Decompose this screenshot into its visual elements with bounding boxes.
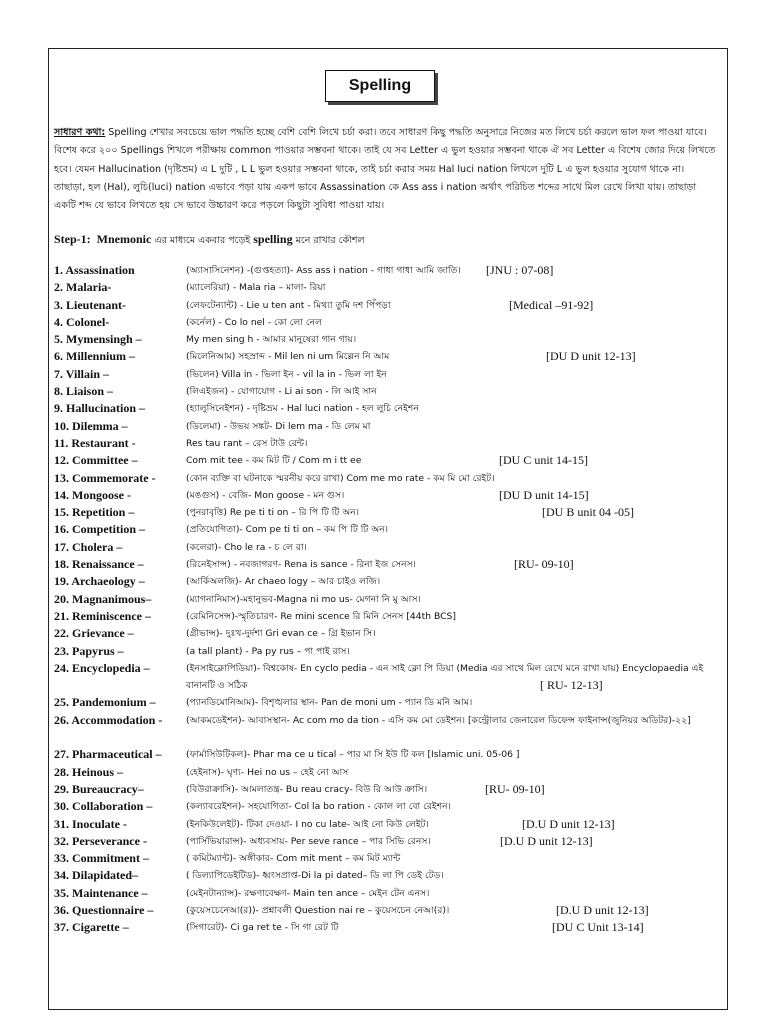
entry-term: 24. Encyclopedia – [54, 660, 150, 675]
list-item [54, 608, 720, 625]
entry-term: 21. Reminiscence – [54, 608, 151, 623]
entry-description: (মেইনটান্যান্স)- রক্ষণাবেক্ষণ- Main ten ance – মেইন টেন এনস। [186, 887, 430, 899]
entry-description: (ম্যালেরিয়া) - Mala ria – মালা- রিয়া [186, 282, 326, 294]
entry-description: (লেফটেন্যান্ট) - Lie u ten ant - মিথ্যা তুমি দশ পিঁপড়া [186, 299, 391, 311]
list-item [54, 452, 720, 469]
entry-term: 10. Dilemma – [54, 418, 128, 433]
list-item [54, 746, 720, 763]
list-item [54, 919, 720, 936]
entry-description: (ভিলেন) Villa in - ভিলা ইন - vil la in - ভিল লা ইন [186, 368, 387, 380]
entry-description: (ম্যাগনানিমাস)-মহানুভব-Magna ni mo us- মেগনা নি মু আস। [186, 593, 421, 605]
entry-reference: [ RU- 12-13] [540, 678, 603, 693]
entry-term: 27. Pharmaceutical – [54, 747, 162, 762]
list-item [54, 435, 720, 452]
entry-reference: [DU B unit 04 -05] [542, 505, 634, 520]
list-item [54, 902, 720, 919]
list-item [54, 262, 720, 279]
entry-description: (গ্রীভান্স)- দুঃখ-দুর্দশা Gri evan ce – গ্রি ইভান সি। [186, 628, 376, 640]
entry-term: 26. Accommodation - [54, 712, 163, 727]
entry-description: (বিউরাক্রাসি)- আমলাতন্ত্র- Bu reau cracy- বিউ রি আউ ক্রাসি। [186, 783, 428, 795]
list-item [54, 798, 720, 815]
entry-term: 11. Restaurant - [54, 435, 136, 450]
list-item [54, 625, 720, 642]
step-text-1: এর মাধ্যমে একবার পড়েই [151, 235, 254, 246]
list-item [54, 383, 720, 400]
list-item [54, 781, 720, 798]
list-item [54, 712, 720, 747]
list-item [54, 694, 720, 711]
entry-term: 18. Renaissance – [54, 557, 144, 572]
entry-term: 16. Competition – [54, 522, 145, 537]
entry-term: 37. Cigarette – [54, 920, 129, 935]
list-item [54, 487, 720, 504]
entry-description: (প্যানডিমোনিআম)- বিশৃঙ্খলার স্থান- Pan de moni um - প্যান ডি মনি আম। [186, 697, 473, 709]
entry-term: 20. Magnanimous– [54, 591, 152, 606]
entry-term: 12. Committee – [54, 453, 138, 468]
entry-description: ( কমিটম্যান্ট)- অঙ্গীকার- Com mit ment – কম মিট ম্যান্ট [186, 853, 401, 865]
entry-term: 17. Cholera – [54, 539, 123, 554]
step-text-2: মনে রাখার কৌশল [292, 235, 365, 246]
entry-description: (লিএইজন) - যোগাযোগ - Li ai son - লি আই সান [186, 386, 377, 398]
entry-description: (মঙগুস) - বেজি- Mon goose - মন গুস। [186, 489, 345, 501]
list-item [54, 643, 720, 660]
list-item [54, 418, 720, 435]
entry-description: Com mit tee - কম মিট টি / Com m i tt ee [186, 455, 362, 467]
intro-lead: সাধারণ কথা: [54, 127, 106, 138]
entry-description: (পুনরাবৃত্তি) Re pe ti ti on – রি পি টি টি অন। [186, 507, 360, 519]
entry-term: 34. Dilapidated– [54, 868, 139, 883]
entry-term: 35. Maintenance – [54, 885, 148, 900]
entry-term: 8. Liaison – [54, 384, 114, 399]
entry-description: (a tall plant) - Pa py rus – পা পাই রাস। [186, 645, 350, 657]
step-mnemonic: Mnemonic [96, 232, 152, 246]
entry-description: (সিগারেট)- Ci ga ret te - সি গা রেট টি [186, 922, 339, 934]
entry-description: (অ্যাসাসিনেশন) -(গুপ্তহত্যা)- Ass ass i nation - গাধা গাধা আমি জাতি। [186, 265, 461, 276]
list-item [54, 279, 720, 296]
entry-description: (মিলেনিআম) সহস্রাব্দ - Mil len ni um মিল্লেন নি আম [186, 351, 390, 363]
entry-reference: [RU- 09-10] [485, 781, 545, 796]
entry-description: (ডিলেমা) - উভয় সঙ্কট- Di lem ma - ডি লেম মা [186, 420, 371, 432]
entry-term: 32. Perseverance - [54, 833, 147, 848]
entry-term: 2. Malaria- [54, 280, 112, 295]
list-item [54, 764, 720, 781]
list-item [54, 816, 720, 833]
list-item [54, 366, 720, 383]
entry-term: 15. Repetition – [54, 505, 135, 520]
list-item [54, 348, 720, 365]
entry-description: (আকমডেইশন)- আবাসস্থান- Ac com mo da tion - এসি কম মো ডেইশন। [কন্ট্রোলার জেনারেল ডিফেন্স ফাইনান্স(জুনিয়র অডিটর)-২২] [186, 714, 691, 726]
entry-term: 5. Mymensingh – [54, 332, 142, 347]
list-item [54, 556, 720, 573]
entry-description: (আর্কিঅলজি)- Ar chaeo logy – আর চাইও লজি। [186, 576, 381, 588]
entry-term: 25. Pandemonium – [54, 695, 156, 710]
list-item [54, 850, 720, 867]
entry-term: 1. Assassination [54, 263, 135, 277]
entry-description: (প্রতিযোগিতা)- Com pe ti ti on – কম পি টি টি অন। [186, 524, 389, 536]
entry-term: 6. Millennium – [54, 349, 136, 364]
list-item [54, 867, 720, 884]
step-label: Step-1: [54, 232, 91, 246]
list-item [54, 314, 720, 331]
entry-description: My men sing h - আমার মানুষেরা গান গায়। [186, 334, 357, 346]
entry-term: 23. Papyrus – [54, 643, 124, 658]
entry-description: ( ডিল্যাপিডেইটিড)- ধ্বংসপ্রাপ্ত-Di la pi dated– ডি লা পি ডেই টেড। [186, 870, 444, 882]
entry-reference: [JNU : 07-08] [486, 263, 554, 277]
entry-description: (ফার্মাসিউটিকল)- Phar ma ce u tical – পার মা সি ইউ টি কল [Islamic uni. 05-06 ] [186, 749, 520, 761]
entry-term: 4. Colonel- [54, 314, 110, 329]
entry-description: (কল্যাবরেইশন)- সহযোগিতা- Col la bo ration - কোল লা বো রেইশন। [186, 801, 451, 813]
entry-reference: [RU- 09-10] [514, 557, 574, 572]
entry-description: (রেমিনিসেন্স)-স্মৃতিচারণ- Re mini scence রি মিনি সেনস [44th BCS] [186, 610, 456, 622]
list-item [54, 331, 720, 348]
entry-description: (ইনসাইক্লোপিডিয়া)- বিশ্বকোষ- En cyclo pedia - এন সাই ক্লো পি ডিয়া (Media এর সাথে মিল রেখে মনে রাখা যায়) Encyclopaedia এই বানানটি ও সঠিক [186, 662, 704, 692]
spelling-list [54, 262, 720, 937]
entry-reference: [D.U D unit 12-13] [522, 816, 615, 831]
entry-term: 30. Collaboration – [54, 799, 153, 814]
entry-term: 9. Hallucination – [54, 401, 146, 416]
entry-reference: [D.U D unit 12-13] [500, 833, 593, 848]
list-item [54, 504, 720, 521]
entry-description: (কোন ব্যক্তি বা ঘটনাকে স্মরনীয় করে রাখা) Com me mo rate - কম মি মো রেইট। [186, 472, 495, 484]
entry-term: 19. Archaeology – [54, 574, 145, 589]
entry-term: 14. Mongoose - [54, 487, 131, 502]
entry-description: (হেইনাস)- ঘৃণ্য- Hei no us – হেই নো আস [186, 766, 349, 778]
entry-term: 33. Commitment – [54, 851, 149, 866]
entry-term: 22. Grievance – [54, 626, 134, 641]
entry-term: 7. Villain – [54, 366, 110, 381]
entry-reference: [DU D unit 12-13] [546, 349, 636, 364]
entry-description: Res tau rant – রেস টাউ রেন্ট। [186, 437, 308, 449]
step-heading [54, 232, 716, 249]
entry-reference: [DU C unit 14-15] [499, 453, 588, 468]
entry-description: (কলেরা)- Cho le ra - চ লে রা। [186, 541, 307, 553]
list-item [54, 660, 720, 695]
list-item [54, 591, 720, 608]
entry-term: 13. Commemorate - [54, 470, 156, 485]
entry-description: (পার্সিভিয়ারান্স)- অধ্যবসায়- Per seve rance – পার সিভি রেনস। [186, 835, 431, 847]
list-item [54, 297, 720, 314]
entry-description: (রিনেইসান্স) - নবজাগরণ- Rena is sance - রিনা ইজ সেনস। [186, 559, 416, 571]
list-item [54, 521, 720, 538]
entry-reference: [DU C Unit 13-14] [552, 920, 644, 935]
list-item [54, 573, 720, 590]
intro-paragraph [54, 124, 716, 215]
entry-reference: [DU D unit 14-15] [499, 487, 589, 502]
entry-description: (কুয়েসচেনেআ(র))- প্রশ্নাবলী Question nai re – কুয়েসচেন নেআ(র)। [186, 904, 450, 916]
entry-term: 28. Heinous – [54, 764, 124, 779]
entry-term: 31. Inoculate - [54, 816, 127, 831]
entry-reference: [Medical –91-92] [509, 297, 594, 312]
entry-reference: [D.U D unit 12-13] [556, 902, 649, 917]
intro-text: Spelling শেখার সবচেয়ে ভাল পদ্ধতি হচ্ছে বেশি বেশি লিখে চর্চা করা। তবে সাধারণ কিছু পদ্ধতি অনুসারে নিজের মত লিখে চর্চা করলে ভাল ফল পাওয়া যাবে। বিশেষ করে ২০০ Spellings শিখলে পরীক্ষায় common পাওয়ার সম্ভবনা থাকে। তাই যে সব Letter এ ভুল হওয়ার সম্ভবনা থাকে ঐ সব Letter এ বিশেষ জোর দিয়ে লিখতে হবে। যেমন Hallucination (দৃষ্টিভ্রম) এ L দুটি , L L ভুল হওয়ার সম্ভবনা থাকে, তাই চর্চা করার সময় Hal luci nation লিখলে দুটি L এ ভুল হওয়ার সুযোগ থাকে না। তাছাড়া, হল (Hal), লুচি(luci) nation এভাবে পড়া যায় একপ ভাবে Assassination কে Ass ass i nation অর্থাৎ পরিচিত শব্দের সাথে মিল রেখে লিখা যায়। তাছাড়া একটি শব্দ যে ভাবে লিখতে হয় সে ভাবে উচ্চারণ করে পড়লে কিছুটা সুবিধা পাওয়া যায়। [54, 127, 716, 212]
list-item [54, 885, 720, 902]
entry-term: 29. Bureaucracy– [54, 781, 144, 796]
list-item [54, 400, 720, 417]
entry-description: (কর্নেল) - Co lo nel - কো লো নেল [186, 316, 322, 328]
page-title: Spelling [325, 70, 435, 102]
list-item [54, 470, 720, 487]
entry-description: (হ্যালুসিনেইশন) - দৃষ্টিভ্রম - Hal luci nation - হল লুচি নেইশন [186, 403, 419, 415]
entry-term: 3. Lieutenant- [54, 297, 126, 312]
entry-description: (ইনকিউলেইট)- টিকা দেওয়া- I no cu late- আই নো কিউ লেইট। [186, 818, 429, 830]
list-item [54, 833, 720, 850]
step-spelling: spelling [253, 232, 293, 246]
entry-term: 36. Questionnaire – [54, 902, 154, 917]
list-item [54, 539, 720, 556]
